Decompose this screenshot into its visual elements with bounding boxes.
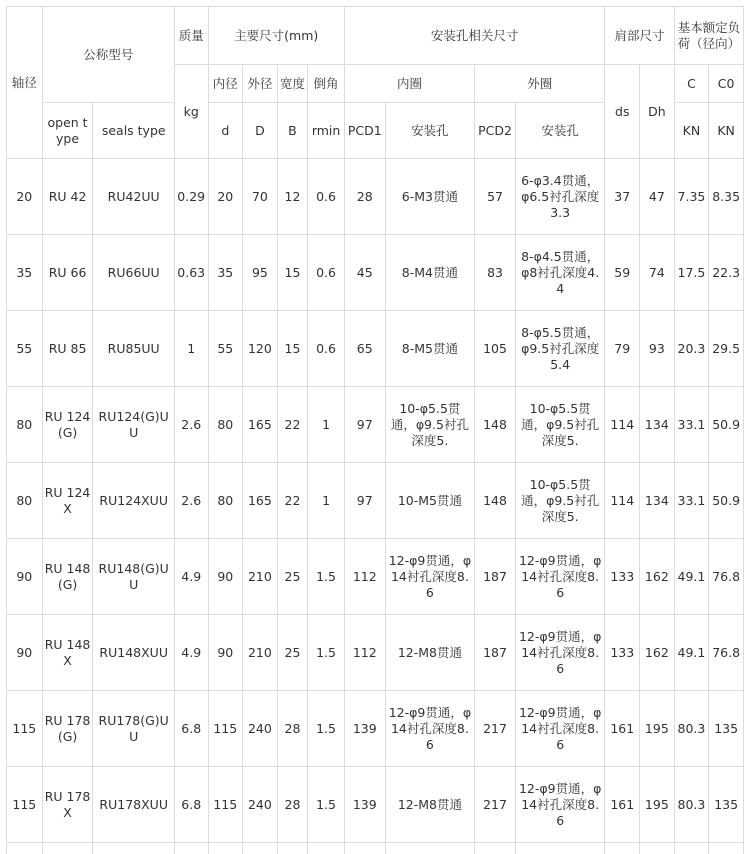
- table-row: [7, 615, 744, 691]
- cell-shaft: 90: [7, 615, 43, 691]
- cell-pcd2: 187: [475, 539, 516, 615]
- cell-c: 7.35: [674, 159, 709, 235]
- header-c: C: [674, 65, 709, 103]
- header-mounting-hole-1: 安装孔: [385, 103, 475, 159]
- cell-ds: 114: [605, 463, 640, 539]
- cell-seal: RU178(G)UU: [93, 691, 174, 767]
- cell-hole2: 12-φ9贯通，φ14衬孔深度8.6: [515, 691, 605, 767]
- cell-pcd2: 105: [475, 311, 516, 387]
- cell-dh: 195: [640, 767, 675, 843]
- cell-open: RU 178(G): [42, 691, 93, 767]
- header-sym-B: B: [277, 103, 308, 159]
- header-inner-diameter: 内径: [208, 65, 243, 103]
- table-row: [7, 539, 744, 615]
- cell-shaft: 115: [7, 767, 43, 843]
- cell-ds: 114: [605, 387, 640, 463]
- cell-empty: [515, 843, 605, 854]
- cell-dh: 162: [640, 615, 675, 691]
- cell-pcd2: 83: [475, 235, 516, 311]
- cell-pcd1: 139: [344, 691, 385, 767]
- cell-c: 49.1: [674, 539, 709, 615]
- cell-hole1: 8-M4贯通: [385, 235, 475, 311]
- cell-c0: 76.8: [709, 615, 744, 691]
- cell-c0: 29.5: [709, 311, 744, 387]
- cell-empty: [93, 843, 174, 854]
- cell-dh: 195: [640, 691, 675, 767]
- cell-shaft: 80: [7, 463, 43, 539]
- cell-D: 240: [243, 767, 278, 843]
- cell-d: 35: [208, 235, 243, 311]
- cell-kg: 2.6: [174, 387, 208, 463]
- cell-hole1: 12-φ9贯通，φ14衬孔深度8.6: [385, 691, 475, 767]
- header-chamfer: 倒角: [308, 65, 345, 103]
- cell-ds: 59: [605, 235, 640, 311]
- cell-ds: 37: [605, 159, 640, 235]
- header-mounting-holes: 安装孔相关尺寸: [344, 7, 605, 65]
- cell-shaft: 115: [7, 691, 43, 767]
- cell-kg: 4.9: [174, 615, 208, 691]
- cell-c0: 50.9: [709, 463, 744, 539]
- cell-hole1: 10-M5贯通: [385, 463, 475, 539]
- cell-open: RU 124X: [42, 463, 93, 539]
- cell-pcd1: 65: [344, 311, 385, 387]
- cell-open: RU 148X: [42, 615, 93, 691]
- header-kn-c0: KN: [709, 103, 744, 159]
- cell-empty: [277, 843, 308, 854]
- cell-pcd2: 148: [475, 463, 516, 539]
- cell-r: 1.5: [308, 539, 345, 615]
- cell-dh: 134: [640, 387, 675, 463]
- cell-r: 1: [308, 387, 345, 463]
- cell-d: 80: [208, 463, 243, 539]
- cell-shaft: 35: [7, 235, 43, 311]
- header-width: 宽度: [277, 65, 308, 103]
- cell-hole1: 10-φ5.5贯通，φ9.5衬孔深度5.: [385, 387, 475, 463]
- cell-dh: 74: [640, 235, 675, 311]
- cell-r: 1.5: [308, 691, 345, 767]
- cell-B: 15: [277, 235, 308, 311]
- header-shaft-diameter: 轴径: [7, 7, 43, 159]
- table-row: [7, 159, 744, 235]
- cell-seal: RU148(G)UU: [93, 539, 174, 615]
- table-row-partial: [7, 843, 744, 854]
- cell-hole1: 12-M8贯通: [385, 615, 475, 691]
- cell-seal: RU124XUU: [93, 463, 174, 539]
- cell-hole1: 12-M8贯通: [385, 767, 475, 843]
- cell-pcd2: 148: [475, 387, 516, 463]
- cell-pcd1: 28: [344, 159, 385, 235]
- cell-c0: 135: [709, 691, 744, 767]
- cell-c0: 22.3: [709, 235, 744, 311]
- cell-empty: [475, 843, 516, 854]
- cell-dh: 47: [640, 159, 675, 235]
- cell-empty: [385, 843, 475, 854]
- cell-pcd1: 97: [344, 387, 385, 463]
- cell-hole2: 8-φ4.5贯通，φ8衬孔深度4.4: [515, 235, 605, 311]
- cell-B: 25: [277, 539, 308, 615]
- cell-c: 80.3: [674, 767, 709, 843]
- cell-c0: 8.35: [709, 159, 744, 235]
- cell-pcd2: 217: [475, 767, 516, 843]
- cell-B: 28: [277, 691, 308, 767]
- cell-r: 1.5: [308, 615, 345, 691]
- table-body: [7, 159, 744, 854]
- cell-pcd2: 217: [475, 691, 516, 767]
- cell-hole1: 6-M3贯通: [385, 159, 475, 235]
- cell-seal: RU42UU: [93, 159, 174, 235]
- cell-seal: RU148XUU: [93, 615, 174, 691]
- cell-r: 1: [308, 463, 345, 539]
- cell-empty: [243, 843, 278, 854]
- cell-B: 28: [277, 767, 308, 843]
- cell-c0: 76.8: [709, 539, 744, 615]
- cell-D: 95: [243, 235, 278, 311]
- header-mass: 质量: [174, 7, 208, 65]
- cell-hole2: 12-φ9贯通，φ14衬孔深度8.6: [515, 615, 605, 691]
- cell-B: 15: [277, 311, 308, 387]
- cell-d: 55: [208, 311, 243, 387]
- cell-hole1: 8-M5贯通: [385, 311, 475, 387]
- header-sym-rmin: rmin: [308, 103, 345, 159]
- cell-shaft: 20: [7, 159, 43, 235]
- header-seals-type: seals type: [93, 103, 174, 159]
- header-pcd2: PCD2: [475, 103, 516, 159]
- header-shoulder: 肩部尺寸: [605, 7, 674, 65]
- cell-d: 115: [208, 767, 243, 843]
- header-mounting-hole-2: 安装孔: [515, 103, 605, 159]
- cell-D: 120: [243, 311, 278, 387]
- spec-table: [6, 6, 744, 854]
- cell-empty: [674, 843, 709, 854]
- cell-r: 0.6: [308, 159, 345, 235]
- cell-B: 25: [277, 615, 308, 691]
- cell-B: 22: [277, 463, 308, 539]
- table-row: [7, 691, 744, 767]
- header-inner-ring: 内圈: [344, 65, 474, 103]
- cell-hole2: 10-φ5.5贯通，φ9.5衬孔深度5.: [515, 387, 605, 463]
- header-dh: Dh: [640, 65, 675, 159]
- cell-hole2: 12-φ9贯通，φ14衬孔深度8.6: [515, 767, 605, 843]
- cell-pcd1: 112: [344, 539, 385, 615]
- header-main-dimensions: 主要尺寸(mm): [208, 7, 344, 65]
- cell-pcd2: 187: [475, 615, 516, 691]
- cell-open: RU 42: [42, 159, 93, 235]
- cell-hole2: 12-φ9贯通，φ14衬孔深度8.6: [515, 539, 605, 615]
- cell-d: 20: [208, 159, 243, 235]
- header-mass-unit: kg: [174, 65, 208, 159]
- header-open-type: open type: [42, 103, 93, 159]
- header-ds: ds: [605, 65, 640, 159]
- table-row: [7, 463, 744, 539]
- cell-empty: [7, 843, 43, 854]
- cell-c: 49.1: [674, 615, 709, 691]
- cell-D: 210: [243, 539, 278, 615]
- cell-hole2: 8-φ5.5贯通，φ9.5衬孔深度5.4: [515, 311, 605, 387]
- cell-shaft: 90: [7, 539, 43, 615]
- cell-dh: 134: [640, 463, 675, 539]
- cell-shaft: 55: [7, 311, 43, 387]
- header-nominal-model: 公称型号: [42, 7, 174, 103]
- cell-open: RU 148(G): [42, 539, 93, 615]
- cell-pcd1: 45: [344, 235, 385, 311]
- cell-kg: 4.9: [174, 539, 208, 615]
- cell-kg: 1: [174, 311, 208, 387]
- cell-hole2: 10-φ5.5贯通，φ9.5衬孔深度5.: [515, 463, 605, 539]
- cell-c: 80.3: [674, 691, 709, 767]
- cell-d: 90: [208, 539, 243, 615]
- header-c0: C0: [709, 65, 744, 103]
- cell-dh: 93: [640, 311, 675, 387]
- cell-open: RU 66: [42, 235, 93, 311]
- cell-pcd1: 112: [344, 615, 385, 691]
- cell-seal: RU124(G)UU: [93, 387, 174, 463]
- cell-empty: [344, 843, 385, 854]
- cell-open: RU 124(G): [42, 387, 93, 463]
- cell-r: 0.6: [308, 235, 345, 311]
- cell-pcd2: 57: [475, 159, 516, 235]
- header-outer-ring: 外圈: [475, 65, 605, 103]
- cell-ds: 133: [605, 539, 640, 615]
- cell-pcd1: 139: [344, 767, 385, 843]
- table-header: [7, 7, 744, 159]
- table-row: [7, 311, 744, 387]
- cell-ds: 133: [605, 615, 640, 691]
- cell-d: 115: [208, 691, 243, 767]
- header-outer-diameter: 外径: [243, 65, 278, 103]
- cell-D: 70: [243, 159, 278, 235]
- header-sym-d: d: [208, 103, 243, 159]
- cell-c: 33.1: [674, 387, 709, 463]
- header-rated-load: 基本额定负荷（径向）: [674, 7, 743, 65]
- cell-B: 12: [277, 159, 308, 235]
- cell-empty: [174, 843, 208, 854]
- cell-c: 17.5: [674, 235, 709, 311]
- cell-B: 22: [277, 387, 308, 463]
- cell-ds: 79: [605, 311, 640, 387]
- cell-kg: 6.8: [174, 767, 208, 843]
- cell-empty: [42, 843, 93, 854]
- cell-c: 20.3: [674, 311, 709, 387]
- table-row: [7, 767, 744, 843]
- cell-d: 90: [208, 615, 243, 691]
- cell-ds: 161: [605, 767, 640, 843]
- cell-pcd1: 97: [344, 463, 385, 539]
- cell-hole2: 6-φ3.4贯通，φ6.5衬孔深度3.3: [515, 159, 605, 235]
- cell-seal: RU178XUU: [93, 767, 174, 843]
- cell-empty: [640, 843, 675, 854]
- cell-D: 165: [243, 463, 278, 539]
- cell-open: RU 85: [42, 311, 93, 387]
- cell-shaft: 80: [7, 387, 43, 463]
- cell-c0: 135: [709, 767, 744, 843]
- cell-kg: 0.63: [174, 235, 208, 311]
- cell-r: 0.6: [308, 311, 345, 387]
- cell-D: 240: [243, 691, 278, 767]
- cell-kg: 2.6: [174, 463, 208, 539]
- cell-r: 1.5: [308, 767, 345, 843]
- cell-empty: [308, 843, 345, 854]
- cell-dh: 162: [640, 539, 675, 615]
- cell-seal: RU66UU: [93, 235, 174, 311]
- cell-empty: [709, 843, 744, 854]
- header-kn-c: KN: [674, 103, 709, 159]
- cell-D: 165: [243, 387, 278, 463]
- table-row: [7, 235, 744, 311]
- cell-d: 80: [208, 387, 243, 463]
- header-sym-D: D: [243, 103, 278, 159]
- cell-kg: 6.8: [174, 691, 208, 767]
- cell-seal: RU85UU: [93, 311, 174, 387]
- cell-hole1: 12-φ9贯通，φ14衬孔深度8.6: [385, 539, 475, 615]
- cell-open: RU 178X: [42, 767, 93, 843]
- table-row: [7, 387, 744, 463]
- cell-empty: [605, 843, 640, 854]
- cell-empty: [208, 843, 243, 854]
- header-pcd1: PCD1: [344, 103, 385, 159]
- cell-kg: 0.29: [174, 159, 208, 235]
- cell-c: 33.1: [674, 463, 709, 539]
- cell-c0: 50.9: [709, 387, 744, 463]
- cell-D: 210: [243, 615, 278, 691]
- cell-ds: 161: [605, 691, 640, 767]
